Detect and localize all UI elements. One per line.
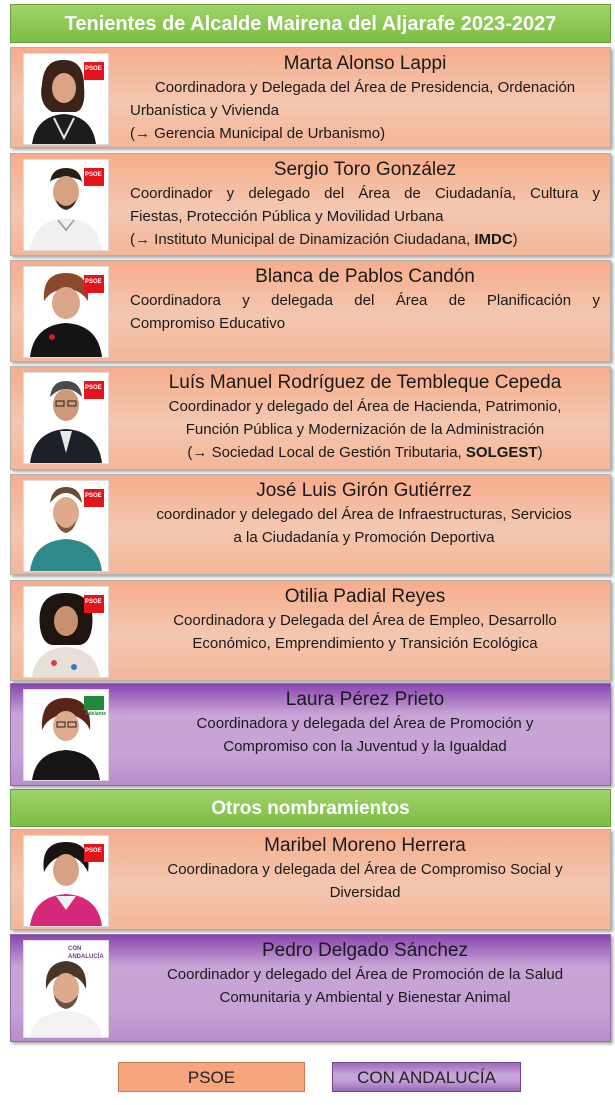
section-header: Otros nombramientos [10,789,611,827]
member-role-line: ) [537,444,543,461]
member-name: Marta Alonso Lappi [283,53,447,74]
party-logo-label: PSOE [85,279,102,285]
legend-con-andalucia: CON ANDALUCÍA [332,1062,521,1092]
member-name: Maribel Moreno Herrera [264,835,466,856]
member-photo [23,689,109,781]
member-role-line: (→ Gerencia Municipal de Urbanismo) [130,125,386,142]
member-role-line: Diversidad [329,884,401,901]
party-logo-label: PSOE [85,599,102,605]
member-photo [23,586,109,678]
member-role-acronym: IMDC [474,231,513,248]
party-logo-label: Adelante [85,711,107,717]
member-card [10,683,611,786]
legend-psoe: PSOE [118,1062,305,1092]
member-name: Otilia Padial Reyes [284,586,446,607]
member-card [10,260,611,362]
party-logo-label: PSOE [85,66,102,72]
member-photo [23,835,109,927]
party-logo-label: PSOE [85,848,102,854]
party-logo-label: PSOE [85,385,102,391]
member-role-line: (→ Sociedad Local de Gestión Tributaria, [187,444,466,461]
member-role-line: Comunitaria y Ambiental y Bienestar Animal [219,989,511,1006]
member-card [10,474,611,575]
member-role-line: Compromiso con la Juventud y la Igualdad [223,738,507,755]
member-name: Pedro Delgado Sánchez [262,940,468,961]
member-card [10,153,611,256]
member-role-acronym: SOLGEST [465,444,538,461]
member-photo [23,372,109,464]
member-photo [23,53,109,145]
party-logo-label: CON ANDALUCÍA [68,946,104,960]
member-card [10,366,611,470]
member-role-line: Coordinadora y Delegada del Área de Empleo, Desarrollo [173,612,557,629]
member-role-line: Coordinador y delegado del Área de Hacienda, Patrimonio, [168,398,562,415]
member-role-line: Económico, Emprendimiento y Transición Ecológica [192,635,538,652]
member-role-line: Fiestas, Protección Pública y Movilidad Urbana [130,208,444,225]
page-title: Tenientes de Alcalde Mairena del Aljarafe 2023-2027 [10,4,611,43]
member-card [10,580,611,681]
member-card [10,934,611,1042]
member-role-line: Coordinadora y Delegada del Área de Presidencia, Ordenación [154,79,576,96]
member-photo [23,159,109,251]
member-role-line: Coordinador y delegado del Área de Ciudadanía, Cultura y [130,185,600,202]
member-role-line: Coordinadora y delegada del Área de Promoción y [196,715,534,732]
member-photo [23,480,109,572]
member-role-line: Urbanística y Vivienda [130,102,279,119]
member-role-line: Función Pública y Modernización de la Administración [185,421,545,438]
member-photo [23,940,109,1038]
member-role-line: Coordinador y delegado del Área de Promoción de la Salud [166,966,564,983]
member-card [10,47,611,148]
member-name: José Luis Girón Gutiérrez [256,480,472,501]
member-role-line: ) [512,231,518,248]
member-name: Luís Manuel Rodríguez de Tembleque Cepeda [168,372,562,393]
member-role-line: coordinador y delegado del Área de Infraestructuras, Servicios [156,506,572,523]
party-logo-label: PSOE [85,493,102,499]
member-role-line: Compromiso Educativo [130,315,286,332]
member-role-line: a la Ciudadanía y Promoción Deportiva [233,529,495,546]
member-name: Sergio Toro González [273,159,457,180]
member-card [10,829,611,930]
member-role-line: Coordinadora y delegada del Área de Planificación y [130,292,600,309]
member-name: Blanca de Pablos Candón [255,266,475,287]
member-name: Laura Pérez Prieto [285,689,445,710]
member-role-line: (→ Instituto Municipal de Dinamización Ciudadana, [130,231,475,248]
member-photo [23,266,109,358]
member-role-line: Coordinadora y delegada del Área de Compromiso Social y [167,861,563,878]
party-logo-label: PSOE [85,172,102,178]
